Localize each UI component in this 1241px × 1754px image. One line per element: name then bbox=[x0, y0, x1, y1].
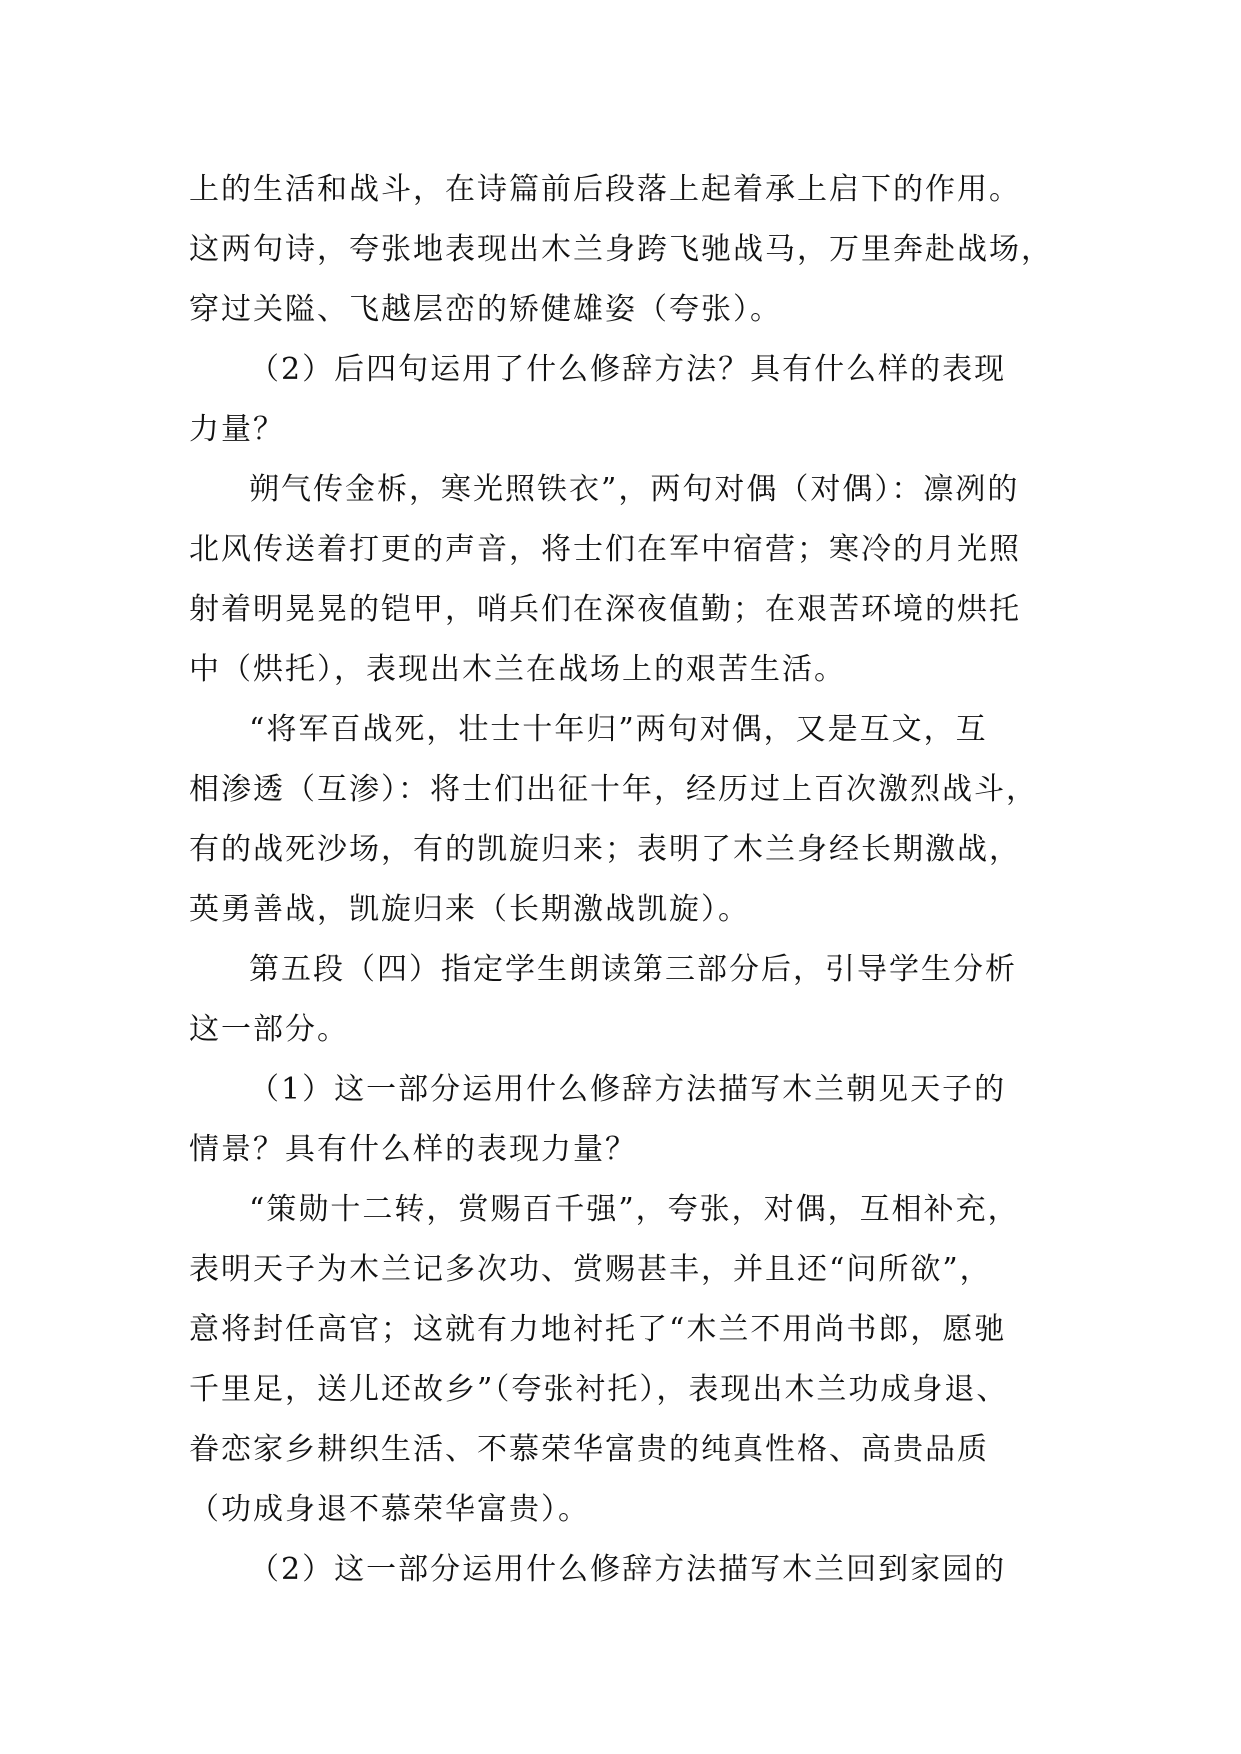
text-line: 北风传送着打更的声音，将士们在军中宿营；寒冷的月光照 bbox=[189, 532, 1021, 567]
paragraph bbox=[189, 1060, 1089, 1180]
text-line: 射着明晃晃的铠甲，哨兵们在深夜值勤；在艰苦环境的烘托 bbox=[189, 592, 1021, 627]
text-line: （1）这一部分运用什么修辞方法描写木兰朝见天子的 bbox=[249, 1072, 1007, 1107]
paragraph bbox=[189, 340, 1089, 460]
text-line: 上的生活和战斗，在诗篇前后段落上起着承上启下的作用。 bbox=[189, 172, 1021, 207]
paragraph bbox=[189, 1540, 1089, 1600]
document-body bbox=[189, 160, 1089, 1600]
text-line: 英勇善战，凯旋归来（长期激战凯旋）。 bbox=[189, 892, 750, 927]
text-line: （功成身退不慕荣华富贵）。 bbox=[189, 1492, 590, 1527]
text-line: 千里足，送儿还故乡”（夸张衬托），表现出木兰功成身退、 bbox=[189, 1372, 1009, 1407]
text-line: “将军百战死，壮士十年归”两句对偶，又是互文，互 bbox=[249, 712, 988, 747]
text-line: （2）这一部分运用什么修辞方法描写木兰回到家园的 bbox=[249, 1552, 1007, 1587]
text-line: 第五段（四）指定学生朗读第三部分后，引导学生分析 bbox=[249, 952, 1017, 987]
text-line: 相渗透（互渗）：将士们出征十年，经历过上百次激烈战斗， bbox=[189, 772, 1038, 807]
text-line: （2）后四句运用了什么修辞方法？具有什么样的表现 bbox=[249, 352, 1007, 387]
text-line: 力量？ bbox=[189, 412, 285, 447]
paragraph bbox=[189, 700, 1089, 940]
text-line: 眷恋家乡耕织生活、不慕荣华富贵的纯真性格、高贵品质 bbox=[189, 1432, 989, 1467]
text-line: 穿过关隘、飞越层峦的矫健雄姿（夸张）。 bbox=[189, 292, 782, 327]
text-line: 这一部分。 bbox=[189, 1012, 349, 1047]
text-line: 朔气传金柝，寒光照铁衣”，两句对偶（对偶）：凛冽的 bbox=[249, 472, 1020, 507]
text-line: 情景？具有什么样的表现力量？ bbox=[189, 1132, 637, 1167]
text-line: 意将封任高官；这就有力地衬托了“木兰不用尚书郎，愿驰 bbox=[189, 1312, 1007, 1347]
text-line: “策勋十二转，赏赐百千强”，夸张，对偶，互相补充， bbox=[249, 1192, 1020, 1227]
paragraph bbox=[189, 460, 1089, 700]
paragraph bbox=[189, 940, 1089, 1060]
text-line: 这两句诗，夸张地表现出木兰身跨飞驰战马，万里奔赴战场， bbox=[189, 232, 1053, 267]
paragraph bbox=[189, 1180, 1089, 1540]
text-line: 有的战死沙场，有的凯旋归来；表明了木兰身经长期激战， bbox=[189, 832, 1021, 867]
text-line: 中（烘托），表现出木兰在战场上的艰苦生活。 bbox=[189, 652, 846, 687]
text-line: 表明天子为木兰记多次功、赏赐甚丰，并且还“问所欲”， bbox=[189, 1252, 992, 1287]
paragraph bbox=[189, 160, 1089, 340]
